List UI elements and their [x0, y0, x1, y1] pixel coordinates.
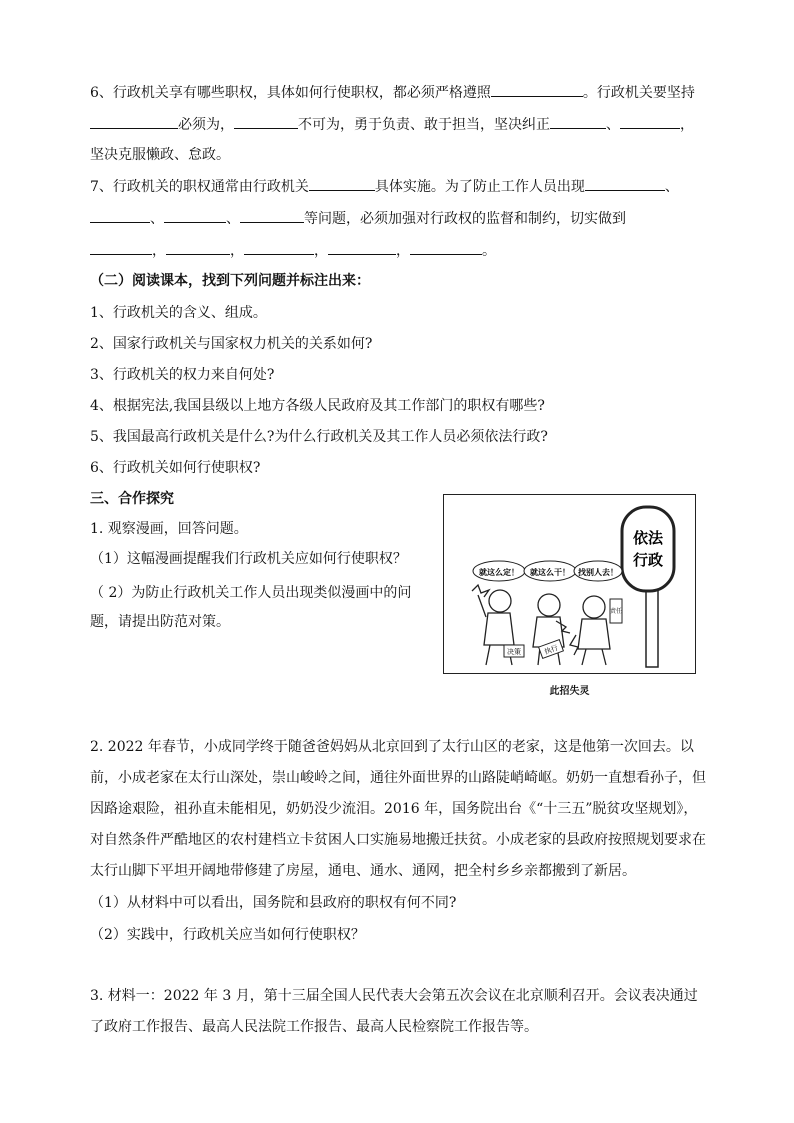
- section2-item-2: 2、国家行政机关与国家权力机关的关系如何?: [90, 336, 373, 352]
- q3-line-2: 了政府工作报告、最高人民法院工作报告、最高人民检察院工作报告等。: [90, 1019, 538, 1035]
- q7-blank-1[interactable]: [309, 176, 375, 191]
- section3-q1-sub2-b: 题，请提出防范对策。: [90, 614, 230, 630]
- q7-text-e: 、: [226, 211, 240, 227]
- q7-text-a: 7、行政机关的职权通常由行政机关: [90, 179, 309, 195]
- cartoon-drawing: [444, 495, 695, 673]
- bubble-text-1: 就这么定！: [479, 568, 519, 577]
- paper-text-1: 决策: [507, 648, 521, 656]
- q7-text-b: 具体实施。为了防止工作人员出现: [374, 179, 585, 195]
- q2-line-2: 前，小成老家在太行山深处，崇山峻岭之间，通往外面世界的山路陡峭崎岖。奶奶一直想看孙子，但: [90, 770, 706, 786]
- q6-line1: [90, 82, 695, 103]
- q2-line-5: 太行山脚下平坦开阔地带修建了房屋，通电、通水、通网，把全村乡乡亲都搬到了新居。: [90, 863, 636, 879]
- q6-blank-5[interactable]: [620, 114, 680, 129]
- q7-blank-8[interactable]: [244, 240, 314, 255]
- q7-text-c: 、: [664, 179, 679, 195]
- q7-blank-5[interactable]: [240, 208, 304, 223]
- q2-line-3: 因路途艰险，祖孙直未能相见，奶奶没少流泪。2016 年，国务院出台《“十三五”脱贫攻坚规划》，: [90, 801, 698, 817]
- q7-text-f: 等问题，必须加强对行政权的监督和制约，切实做到: [304, 211, 626, 227]
- q6-text-f: ，: [680, 117, 694, 133]
- q7-text-h: ，: [230, 243, 244, 259]
- q7-text-d: 、: [150, 211, 164, 227]
- section2-item-5: 5、我国最高行政机关是什么?为什么行政机关及其工作人员必须依法行政?: [90, 429, 548, 445]
- q7-line3: [90, 240, 496, 261]
- q6-text-c: 必须为，: [178, 117, 234, 133]
- q2-sub2: （2）实践中，行政机关应当如何行使职权？: [90, 927, 365, 943]
- section2-item-4: 4、根据宪法,我国县级以上地方各级人民政府及其工作部门的职权有哪些?: [90, 398, 545, 414]
- q6-text-g: 坚决克服懒政、怠政。: [90, 147, 230, 163]
- section3-q1-sub2-a: （ 2）为防止行政机关工作人员出现类似漫画中的问: [90, 585, 412, 601]
- paper-text-2: 执行: [543, 643, 560, 657]
- q7-blank-4[interactable]: [164, 208, 226, 223]
- q6-text-d: 不可为，勇于负责、敢于担当，坚决纠正: [298, 117, 550, 133]
- q2-line-4: 对自然条件严酷地区的农村建档立卡贫困人口实施易地搬迁扶贫。小成老家的县政府按照规划要求在: [90, 832, 706, 848]
- bubble-text-3: 找别人去！: [578, 568, 618, 577]
- q6-blank-1[interactable]: [491, 82, 583, 97]
- q6-text-b: 。行政机关要坚持: [582, 85, 695, 101]
- q7-blank-9[interactable]: [328, 240, 396, 255]
- q6-line2: [90, 114, 694, 135]
- q7-text-j: ，: [396, 243, 410, 259]
- q3-line-1: 3. 材料一：2022 年 3 月，第十三届全国人民代表大会第五次会议在北京顺利召开。会议表决通过: [90, 988, 698, 1004]
- q2-sub1: （1）从材料中可以看出，国务院和县政府的职权有何不同?: [90, 895, 457, 911]
- q7-text-g: ，: [152, 243, 166, 259]
- official-figure-3: [570, 596, 610, 665]
- section3-q1: 1. 观察漫画，回答问题。: [90, 521, 248, 537]
- q7-text-i: ，: [314, 243, 328, 259]
- q6-blank-2[interactable]: [90, 114, 178, 129]
- q7-blank-2[interactable]: [585, 176, 665, 191]
- sign-text-1: 依法: [632, 529, 664, 547]
- q2-line-1: 2. 2022 年春节，小成同学终于随爸爸妈妈从北京回到了太行山区的老家，这是他第一次回去。以: [90, 739, 694, 755]
- q6-text-a: 6、行政机关享有哪些职权，具体如何行使职权，都必须严格遵照: [90, 85, 491, 101]
- q7-blank-10[interactable]: [410, 240, 482, 255]
- q6-text-e: 、: [606, 117, 620, 133]
- sign-board: [622, 507, 674, 591]
- cartoon-illustration: [443, 494, 696, 674]
- cartoon-caption: 此招失灵: [549, 686, 590, 697]
- q7-text-k: 。: [482, 243, 496, 259]
- section2-item-6: 6、行政机关如何行使职权?: [90, 460, 261, 476]
- paper-text-3: 责任: [609, 608, 623, 615]
- section2-item-3: 3、行政机关的权力来自何处?: [90, 367, 275, 383]
- section2-title: （二）阅读课本，找到下列问题并标注出来：: [90, 273, 370, 289]
- q7-line1: [90, 176, 679, 197]
- section3-q1-sub1: （1）这幅漫画提醒我们行政机关应如何行使职权？: [90, 551, 407, 567]
- bubble-text-2: 就这么干！: [530, 568, 570, 577]
- q6-blank-3[interactable]: [234, 114, 298, 129]
- q6-blank-4[interactable]: [550, 114, 606, 129]
- q7-blank-3[interactable]: [90, 208, 150, 223]
- section3-title: 三、合作探究: [90, 491, 174, 507]
- q6-line3: [90, 145, 230, 165]
- q7-blank-7[interactable]: [166, 240, 230, 255]
- section2-item-1: 1、行政机关的含义、组成。: [90, 305, 267, 321]
- q7-blank-6[interactable]: [90, 240, 152, 255]
- q7-line2: [90, 208, 626, 229]
- sign-text-2: 行政: [632, 551, 664, 569]
- sign-post: [646, 585, 658, 667]
